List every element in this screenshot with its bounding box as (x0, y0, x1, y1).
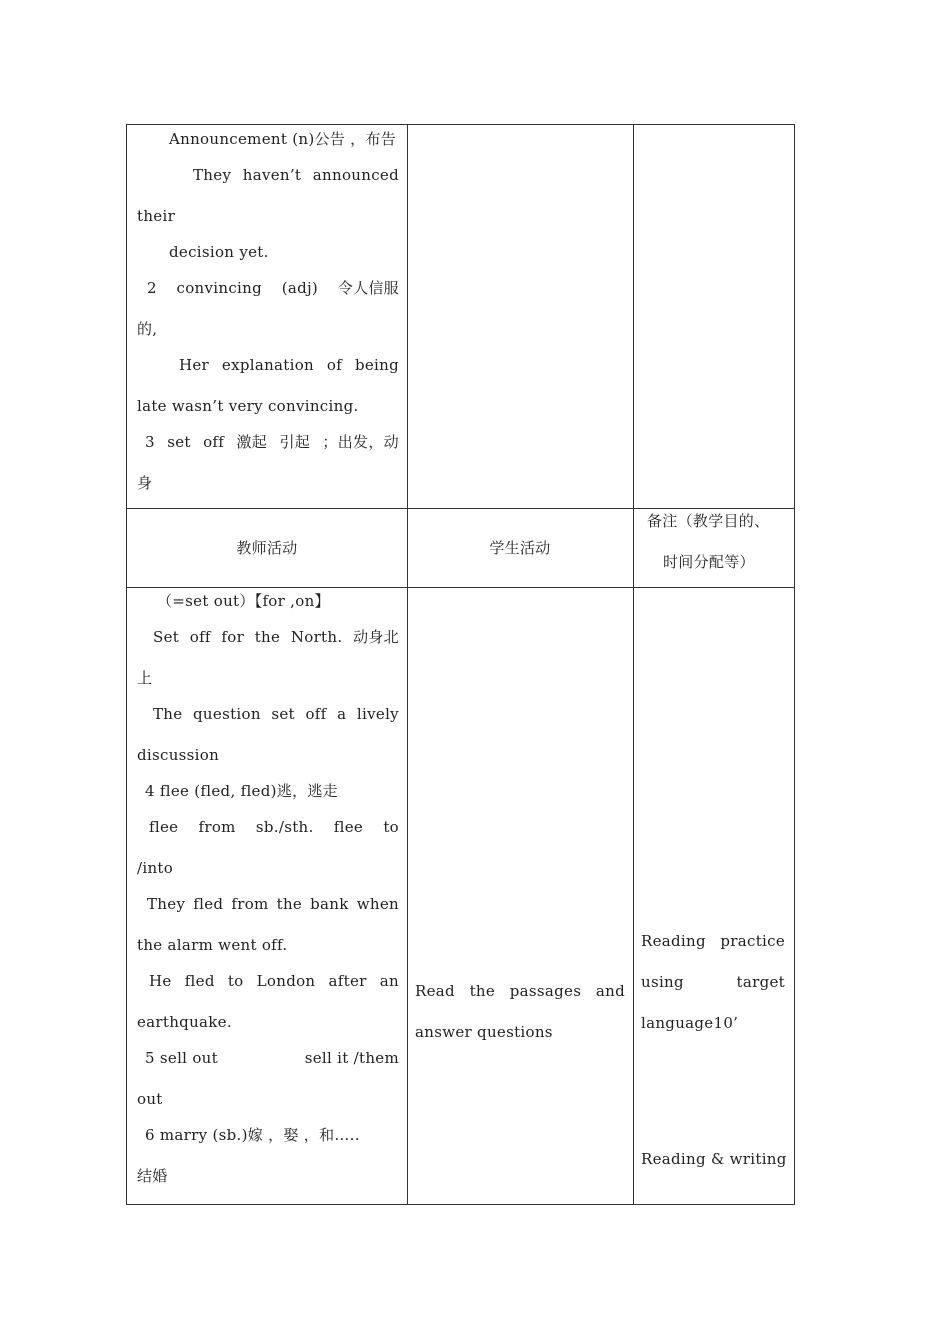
vocab-line: 4 flee (fled, fled)逃，逃走 (145, 782, 338, 800)
word: 动身北 (353, 628, 399, 646)
student-activity-line (415, 982, 625, 1000)
notes-line: Reading & writing (641, 1150, 787, 1168)
vocab-line: 的, (137, 320, 158, 338)
word: being (354, 356, 399, 374)
vocab-line: late wasn’t very convincing. (137, 397, 359, 415)
word: and (595, 982, 625, 1000)
word: from (198, 818, 236, 836)
word: 令人信服 (337, 279, 399, 297)
word: London (256, 972, 316, 990)
word: The (153, 705, 183, 723)
word: an (379, 972, 399, 990)
vocab-line: the alarm went off. (137, 936, 288, 954)
word: of (326, 356, 343, 374)
word: off (203, 433, 225, 451)
lesson-plan-table (126, 124, 795, 1205)
word: set (271, 705, 295, 723)
vocab-line: out (137, 1090, 163, 1108)
vocab-line (147, 895, 399, 913)
word: the (469, 982, 496, 1000)
word: haven’t (242, 166, 302, 184)
vocab-line: 结婚 (137, 1167, 168, 1185)
word: lively (356, 705, 399, 723)
word: flee (149, 818, 179, 836)
word: the (276, 895, 303, 913)
vocab-line (179, 356, 399, 374)
word: set (167, 433, 191, 451)
word: off (305, 705, 327, 723)
word: after (328, 972, 367, 990)
word: from (231, 895, 269, 913)
vocab-line (147, 279, 399, 297)
vocab-line: Announcement (n)公告 ，布告 (169, 130, 397, 148)
vocab-line: （=set out）【for ,on】 (157, 592, 330, 610)
vocab-line: decision yet. (169, 243, 269, 261)
word: when (356, 895, 399, 913)
header-teacher-activity: 教师活动 (236, 539, 298, 557)
vocab-line: discussion (137, 746, 220, 764)
word: 2 (147, 279, 157, 297)
word: sb./sth. (255, 818, 314, 836)
word: using (641, 973, 684, 991)
word: announced (312, 166, 399, 184)
word: bank (310, 895, 349, 913)
word: fled (184, 972, 215, 990)
word: for (221, 628, 245, 646)
vocab-cell-bottom (127, 587, 407, 1204)
vocab-line: 身 (137, 474, 153, 492)
word: North. (290, 628, 343, 646)
word: 3 (145, 433, 155, 451)
word: explanation (221, 356, 315, 374)
word: They (147, 895, 186, 913)
word: passages (509, 982, 582, 1000)
header-notes-line: 时间分配等） (663, 553, 755, 571)
word: (adj) (281, 279, 319, 297)
word: flee (333, 818, 364, 836)
word: question (193, 705, 261, 723)
word: They (193, 166, 232, 184)
header-notes (633, 508, 794, 587)
notes-line (641, 932, 785, 950)
notes-line: language10’ (641, 1014, 739, 1032)
word: target (736, 973, 785, 991)
header-notes-line: 备注（教学目的、 (647, 512, 770, 530)
word: Read (415, 982, 455, 1000)
vocab-line (153, 628, 399, 646)
vocab-line (145, 433, 399, 451)
vocab-line (149, 972, 399, 990)
word: 激起 (236, 433, 268, 451)
word: ；出发，动 (322, 433, 399, 451)
word: fled (193, 895, 224, 913)
vocab-line (149, 818, 399, 836)
word: to (227, 972, 244, 990)
student-activity-line: answer questions (415, 1023, 553, 1041)
header-student-activity: 学生活动 (489, 539, 551, 557)
word: He (149, 972, 172, 990)
word: the (254, 628, 281, 646)
word: a (337, 705, 347, 723)
vocab-line: /into (137, 859, 174, 877)
notes-cell (633, 587, 794, 1204)
word: to (383, 818, 399, 836)
word: 引起 (279, 433, 311, 451)
word: off (189, 628, 211, 646)
vocab-cell-top (127, 125, 407, 508)
vocab-line: 上 (137, 669, 153, 687)
student-activity-cell (407, 587, 633, 1204)
vocab-line: 5 sell out sell it /them (145, 1049, 399, 1067)
vocab-line: 6 marry (sb.)嫁 ，娶 ，和….. (145, 1126, 360, 1144)
word: Set (153, 628, 180, 646)
vocab-line (153, 705, 399, 723)
notes-line (641, 973, 785, 991)
word: practice (720, 932, 785, 950)
vocab-line: their (137, 207, 176, 225)
vocab-line (193, 166, 399, 184)
vocab-line: earthquake. (137, 1013, 232, 1031)
word: convincing (176, 279, 263, 297)
word: Reading (641, 932, 706, 950)
word: Her (179, 356, 210, 374)
